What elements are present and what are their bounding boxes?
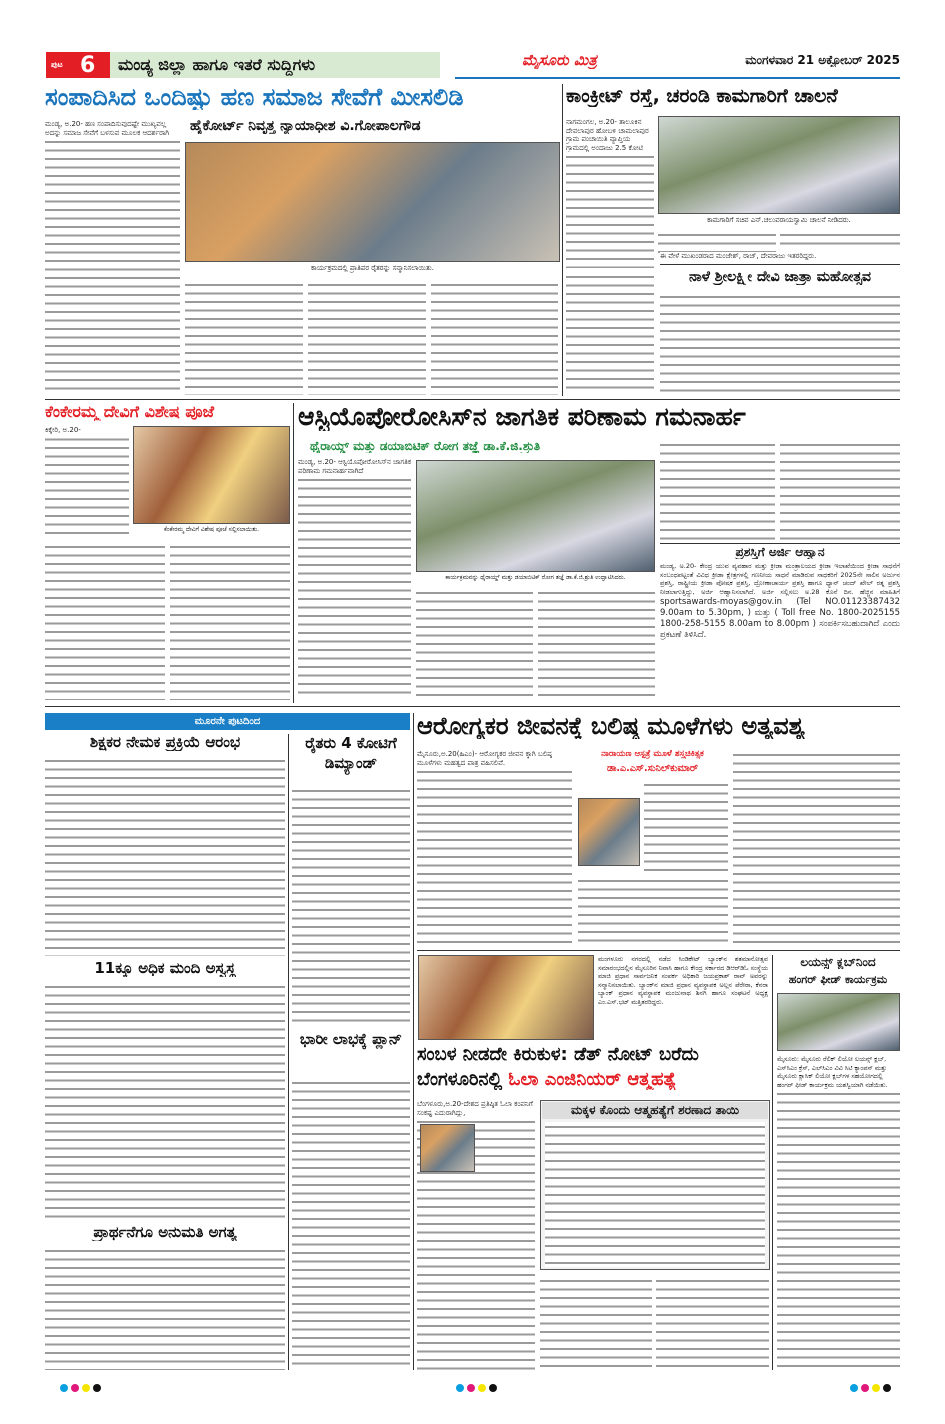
continued-banner: ಮೂರನೇ ಪುಟದಿಂದ: [45, 713, 410, 730]
article-lead: ಮಂಡ್ಯ, ಅ.20- ಹಣ ಸಂಪಾದಿಸುವುದಷ್ಟೇ ಮುಖ್ಯವಲ್ಲ ಅದನ್ನು ಸಮಾಜ ಸೇವೆಗೆ ಬಳಸುವ ಮೂಲಕ ಆದರ್ಶರಾಗಿ: [45, 120, 180, 137]
headline-ola-line2: [417, 1070, 769, 1090]
article-lead: ಬೆಂಗಳೂರು,ಅ.20-ದೇಶದ ಪ್ರತಿಷ್ಠಿತ ಓಲಾ ಕಂಪನಿಗೆ ಸಂಕಷ್ಟ ಎದುರಾಗಿದ್ದು,: [417, 1100, 535, 1117]
headline-ola-main: ಓಲಾ ಎಂಜಿನಿಯರ್ ಆತ್ಮಹತ್ಯೆ: [508, 1070, 677, 1090]
headline-jatra: ನಾಳೆ ಶ್ರೀಲಕ್ಷ್ಮೀ ದೇವಿ ಜಾತ್ರಾ ಮಹೋತ್ಸವ: [689, 270, 871, 285]
page-number: 6: [80, 53, 96, 78]
divider: [660, 264, 900, 265]
article-lead: ಮೈಸೂರು,ಅ.20(ಹಿಎಂ)- ಆರೋಗ್ಯಕರ ಜೀವನ ಕ್ಕಾಗಿ ಬಲಿಷ್ಠ ಮೂಳೆಗಳು ಮಹತ್ವದ ಪಾತ್ರ ವಹಿಸಲಿವೆ.: [417, 750, 572, 767]
article-body: [417, 750, 572, 945]
headline-11-ill: 11ಕ್ಕೂ ಅಧಿಕ ಮಂದಿ ಅಸ್ವಸ್ಥ: [94, 960, 236, 977]
headline-profit-plan: ಭಾರೀ ಲಾಭಕ್ಕೆ ಪ್ಲಾನ್: [299, 1030, 403, 1048]
article-body: [660, 292, 900, 395]
article-body: [45, 1246, 285, 1370]
headline-concrete-road: ಕಾಂಕ್ರೀಟ್ ರಸ್ತೆ, ಚರಂಡಿ ಕಾಮಗಾರಿಗೆ ಚಾಲನೆ: [566, 86, 838, 107]
section-divider: [45, 399, 900, 400]
photo-doctor: [578, 798, 640, 866]
headline-award-application: ಪ್ರಶಸ್ತಿಗೆ ಅರ್ಜಿ ಆಹ್ವಾನ: [735, 546, 825, 559]
article-body: [45, 426, 129, 538]
article-body: [538, 588, 655, 700]
article-body: [292, 1078, 410, 1370]
photo-felicitation: [185, 142, 560, 262]
paper-logo: ಮೈಸೂರು ಮಿತ್ರ: [522, 52, 597, 69]
headline-teacher-recruitment: ಶಿಕ್ಷಕರ ನೇಮಕ ಪ್ರಕ್ರಿಯೆ ಆರಂಭ: [89, 734, 241, 751]
article-body: [45, 756, 285, 956]
photo-osteoporosis-day: [416, 460, 655, 572]
column-rule: [288, 734, 289, 1370]
award-contact: sportsawards-moyas@gov.in (Tel NO.01123387432 9.00am to 5.30pm, ) ಮತ್ತು ( Toll free No. 1800-2025155 1800-258-5155 8.00am to 8.00pm ) ಸಂಪರ್ಕಿಸಬಹುದಾಗಿದೆ ಎಂದು ಪ್ರಕಟಣೆ ತಿಳಿಸಿದೆ.: [660, 596, 900, 640]
headline-hunger-feed: ಹಂಗರ್ ಫೀಡ್ ಕಾರ್ಯಕ್ರಮ: [788, 974, 888, 986]
article-body: [578, 876, 728, 945]
divider: [660, 543, 900, 544]
registration-marks-center: [456, 1377, 500, 1396]
article-body: [566, 118, 654, 268]
section-divider: [45, 706, 900, 707]
registration-marks-right: [850, 1377, 894, 1396]
headline-healthy-bones: ಆರೋಗ್ಯಕರ ಜೀವನಕ್ಕೆ ಬಲಿಷ್ಠ ಮೂಳೆಗಳು ಅತ್ಯವಶ್ಯ: [417, 713, 806, 740]
subhead-dr-shruthi: ಥೈರಾಯ್ಡ್ ಮತ್ತು ಡಯಾಬಿಟಿಕ್ ರೋಗ ತಜ್ಞೆ ಡಾ.ಕೆ.ಜಿ.ಶ್ರುತಿ: [310, 440, 541, 453]
article-body: [780, 230, 900, 250]
headline-lions-club: ಲಯನ್ಸ್ ಕ್ಲಬ್‌ನಿಂದ: [800, 956, 876, 969]
article-lead: ನಾಗಮಂಗಲ, ಅ.20- ತಾಲೂಕಿನ ದೇವಲಾಪುರ ಹೋಬಳಿ ಚಾಮಲಾಪುರ ಗ್ರಾಮ ಪಂಚಾಯಿತಿ ವ್ಯಾಪ್ತಿಯ ಗ್ರಾಮದಲ್ಲಿ ಅಂದಾಜು 2.5 ಕೋಟಿ: [566, 118, 654, 152]
subhead-hospital: ನಾರಾಯಣ ಆಸ್ಪತ್ರೆ ಮೂಳೆ ಶಸ್ತ್ರಚಿಕಿತ್ಸಕ: [601, 750, 704, 759]
column-rule: [413, 713, 414, 1370]
column-rule: [772, 955, 773, 1370]
column-rule: [293, 403, 294, 703]
headline-prayer-permission: ಪ್ರಾರ್ಥನೆಗೂ ಅನುಮತಿ ಅಗತ್ಯ: [93, 1224, 237, 1241]
issue-date: ಮಂಗಳವಾರ 21 ಅಕ್ಟೋಬರ್ 2025: [745, 54, 900, 67]
article-lead: ಮಂಡ್ಯ, ಅ.20- ಆಸ್ಟಿಯೊಪೋರೋಸಿಸ್‌ನ ಜಾಗತಿಕ ಪರಿಣಾಮ ಗಮನಾರ್ಹವಾಗಿದೆ: [298, 458, 411, 475]
divider: [417, 950, 900, 951]
photo-temple-pooja: [133, 426, 290, 524]
article-lead: ಕಿಕ್ಕೇರಿ, ಅ.20-: [45, 426, 129, 435]
article-body: [170, 542, 290, 700]
registration-marks-left: [60, 1377, 104, 1396]
photo-road-work: [658, 116, 900, 214]
photo-bank-centenary: [418, 955, 594, 1040]
photo-caption: ಕಾರ್ಯಕ್ರಮದಲ್ಲಿ ಪ್ರಾತಿಪರ ರೈತರನ್ನು ಸನ್ಮಾನಿಸಲಾಯಿತು.: [310, 264, 434, 272]
photo-caption: ಕೆಂಕೇರಮ್ಮ ದೇವಿಗೆ ವಿಶೇಷ ಪೂಜೆ ಸಲ್ಲಿಸಲಾಯಿತು.: [163, 526, 260, 533]
page-number-badge: [46, 52, 110, 78]
article-body: [45, 120, 180, 395]
headline-ola-line1: ಸಂಬಳ ನೀಡದೇ ಕಿರುಕುಳ: ಡೆತ್ ನೋಟ್ ಬರೆದು: [417, 1045, 699, 1065]
headline-kenkeramma: ಕೆಂಕೇರಮ್ಮ ದೇವಿಗೆ ವಿಶೇಷ ಪೂಜೆ: [45, 403, 214, 421]
award-text: ಮಂಡ್ಯ, ಅ.20- ಕೇಂದ್ರ ಯುವ ವ್ಯವಹಾರ ಮತ್ತು ಕ್ರೀಡಾ ಮಂತ್ರಾಲಯದ ಕ್ರೀಡಾ ಇಲಾಖೆಯಿಂದ ಕ್ರೀಡಾ ಸಾಧನೆಗೆ ಸಂಬಂಧಪಟ್ಟಂತೆ ವಿವಿಧ ಕ್ರೀಡಾ ಕ್ಷೇತ್ರಗಳಲ್ಲಿ ಗಣನೀಯ ಸಾಧನೆ ಮಾಡಿರುವ ಸಾಧಕರಿಗೆ 2025ನೇ ಸಾಲಿನ ಅರ್ಜುನ ಪ್ರಶಸ್ತಿ, ರಾಷ್ಟ್ರೀಯ ಕ್ರೀಡಾ ಪೋಷಕ ಪ್ರಶಸ್ತಿ, ದ್ರೋಣಾಚಾರ್ಯ ಪ್ರಶಸ್ತಿ ಹಾಗೂ ಧ್ಯಾನ್ ಚಂದ್ ಖೇಲ್ ರತ್ನ ಪ್ರಶಸ್ತಿ ನೀಡಲಾಗುತ್ತಿದ್ದು, ಅರ್ಜಿ ಆಹ್ವಾನಿಸಲಾಗಿದೆ. ಅರ್ಜಿ ಸಲ್ಲಿಸಲು ಅ.28 ಕೊನೆ ದಿನ. ಹೆಚ್ಚಿನ ಮಾಹಿತಿಗೆ: [660, 562, 900, 597]
page-label: ಪುಟ: [51, 60, 63, 69]
subhead-gopalagowda: ಹೈಕೋರ್ಟ್ ನಿವೃತ್ತ ನ್ಯಾಯಾಧೀಶ ವಿ.ಗೋಪಾಲಗೌಡ: [190, 119, 421, 134]
photo-lions-club: [777, 993, 900, 1051]
article-body: [298, 458, 411, 700]
article-body: [733, 750, 900, 945]
headline-ola-place: ಬೆಂಗಳೂರಿನಲ್ಲಿ: [417, 1070, 503, 1090]
masthead-rule: [455, 77, 900, 79]
column-rule: [562, 84, 563, 396]
article-body: [292, 786, 410, 1026]
article-body: [566, 272, 654, 395]
headline-farmers-demand: ರೈತರು 4 ಕೋಟಿಗೆ ಡಿಮ್ಯಾಂಡ್: [305, 734, 397, 772]
article-body: [644, 780, 728, 872]
article-body: [656, 1276, 769, 1370]
article-tail: ಈ ವೇಳೆ ಮುಖಂಡರಾದ ಮಂಜೇಶ್, ರಾಜ್, ದೇವರಾಜು ಇತರರಿದ್ದರು.: [660, 252, 900, 261]
subhead-doctor-name: ಡಾ.ಎ.ಎಸ್.ಸುನಿಲ್‌ಕುಮಾರ್: [607, 764, 698, 774]
article-body: [45, 982, 285, 1222]
article-body: [660, 440, 775, 540]
section-title: ಮಂಡ್ಯ ಜಿಲ್ಲಾ ಹಾಗೂ ಇತರೆ ಸುದ್ದಿಗಳು: [110, 52, 440, 78]
article-body: [416, 588, 533, 700]
article-body: [308, 280, 426, 395]
headline-samaja-seve: ಸಂಪಾದಿಸಿದ ಒಂದಿಷ್ಟು ಹಣ ಸಮಾಜ ಸೇವೆಗೆ ಮೀಸಲಿಡಿ: [45, 84, 464, 111]
award-body: [660, 562, 900, 702]
article-body: [777, 1055, 900, 1370]
article-lead: ಮೈಸೂರು: ಮೈಸೂರು ರೆಲಿಕ್ ಲಿಯೋ ಲಯನ್ಸ್ ಕ್ಲಬ್, ಎಸ್‌ಸಿಎಂ ಕ್ರೆಸ್, ಎಲ್‌ಸಿಎಂ ವಿವಿ ಸಿಟಿ ಕ್ಯಾಂಪಸ್ ಮತ್ತು ಮೈಸೂರು ಕ್ಲಾಸಿಕ್ ಲಿಯೋ ಕ್ಲಬ್‌ಗಳ ಸಹಯೋಗದಲ್ಲಿ ಹಂಗರ್ ಫೀಡ್ ಕಾರ್ಯಕ್ರಮ ಯಶಸ್ವಿಯಾಗಿ ನಡೆಯಿತು.: [777, 1055, 900, 1089]
bank-centenary-text: ಮಂಗಳೂರು ನಗರದಲ್ಲಿ ನಡೆದ ಸಿಂಡಿಕೇಟ್ ಬ್ಯಾಂಕ್‌ನ ಶತಮಾನೋತ್ಸವ ಸಮಾರಂಭದಲ್ಲಿನ ಮೈಸೂರಿನ ನಿವಾಸಿ ಹಾಗೂ ಕೇಂದ್ರ ಸರ್ಕಾರದ ಡಿಆರ್‌ಡಿಓ ಸಂಸ್ಥೆಯ ಮಾಜಿ ಪ್ರಧಾನ ಸಾರ್ವಜನಿಕ ಸಂಪರ್ಕ ಅಧಿಕಾರಿ ಜಯಪ್ರಕಾಶ್ ರಾವ್ ಅವರನ್ನು ಸನ್ಮಾನಿಸಲಾಯಿತು. ಬ್ಯಾಂಕ್‌ನ ಮಾಜಿ ಪ್ರಧಾನ ವ್ಯವಸ್ಥಾಪಕ ಅಲ್ಲನ ಪೆರೇರಾ, ಕೆನರಾ ಬ್ಯಾಂಕ್ ಪ್ರಧಾನ ವ್ಯವಸ್ಥಾಪಕ ಮಂಜುನಾಥ ಶಿನಗಿ ಹಾಗೂ ಸಂಘಟನೆ ಅಧ್ಯಕ್ಷ ಎಂ.ಎಸ್.ಭಟ್ ಮತ್ತಿತರರಿದ್ದರು.: [598, 955, 768, 1041]
article-body: [780, 440, 900, 540]
photo-caption: ಕಾಮಗಾರಿಗೆ ಸಚಿವ ಎನ್.ಚಲುವರಾಯಸ್ವಾಮಿ ಚಾಲನೆ ನೀಡಿದರು.: [707, 216, 851, 224]
headline-osteoporosis: ಆಸ್ಟಿಯೊಪೋರೋಸಿಸ್‌ನ ಜಾಗತಿಕ ಪರಿಣಾಮ ಗಮನಾರ್ಹ: [298, 403, 746, 431]
article-body: [545, 1122, 765, 1267]
article-body: [431, 280, 558, 395]
photo-engineer: [420, 1124, 475, 1172]
article-body: [540, 1276, 652, 1370]
photo-caption: ಕಾರ್ಯಕ್ರಮವನ್ನು ಥೈರಾಯ್ಡ್ ಮತ್ತು ಡಯಾಬಿಟಿಕ್ ರೋಗ ತಜ್ಞೆ ಡಾ.ಕೆ.ಜಿ.ಶ್ರುತಿ ಉದ್ಘಾಟಿಸಿದರು.: [445, 574, 626, 581]
article-body: [45, 542, 165, 700]
article-body: [185, 280, 303, 395]
headline-mother-suicide: ಮಕ್ಕಳ ಕೊಂದು ಆತ್ಮಹತ್ಯೆಗೆ ಶರಣಾದ ತಾಯಿ: [542, 1102, 768, 1119]
